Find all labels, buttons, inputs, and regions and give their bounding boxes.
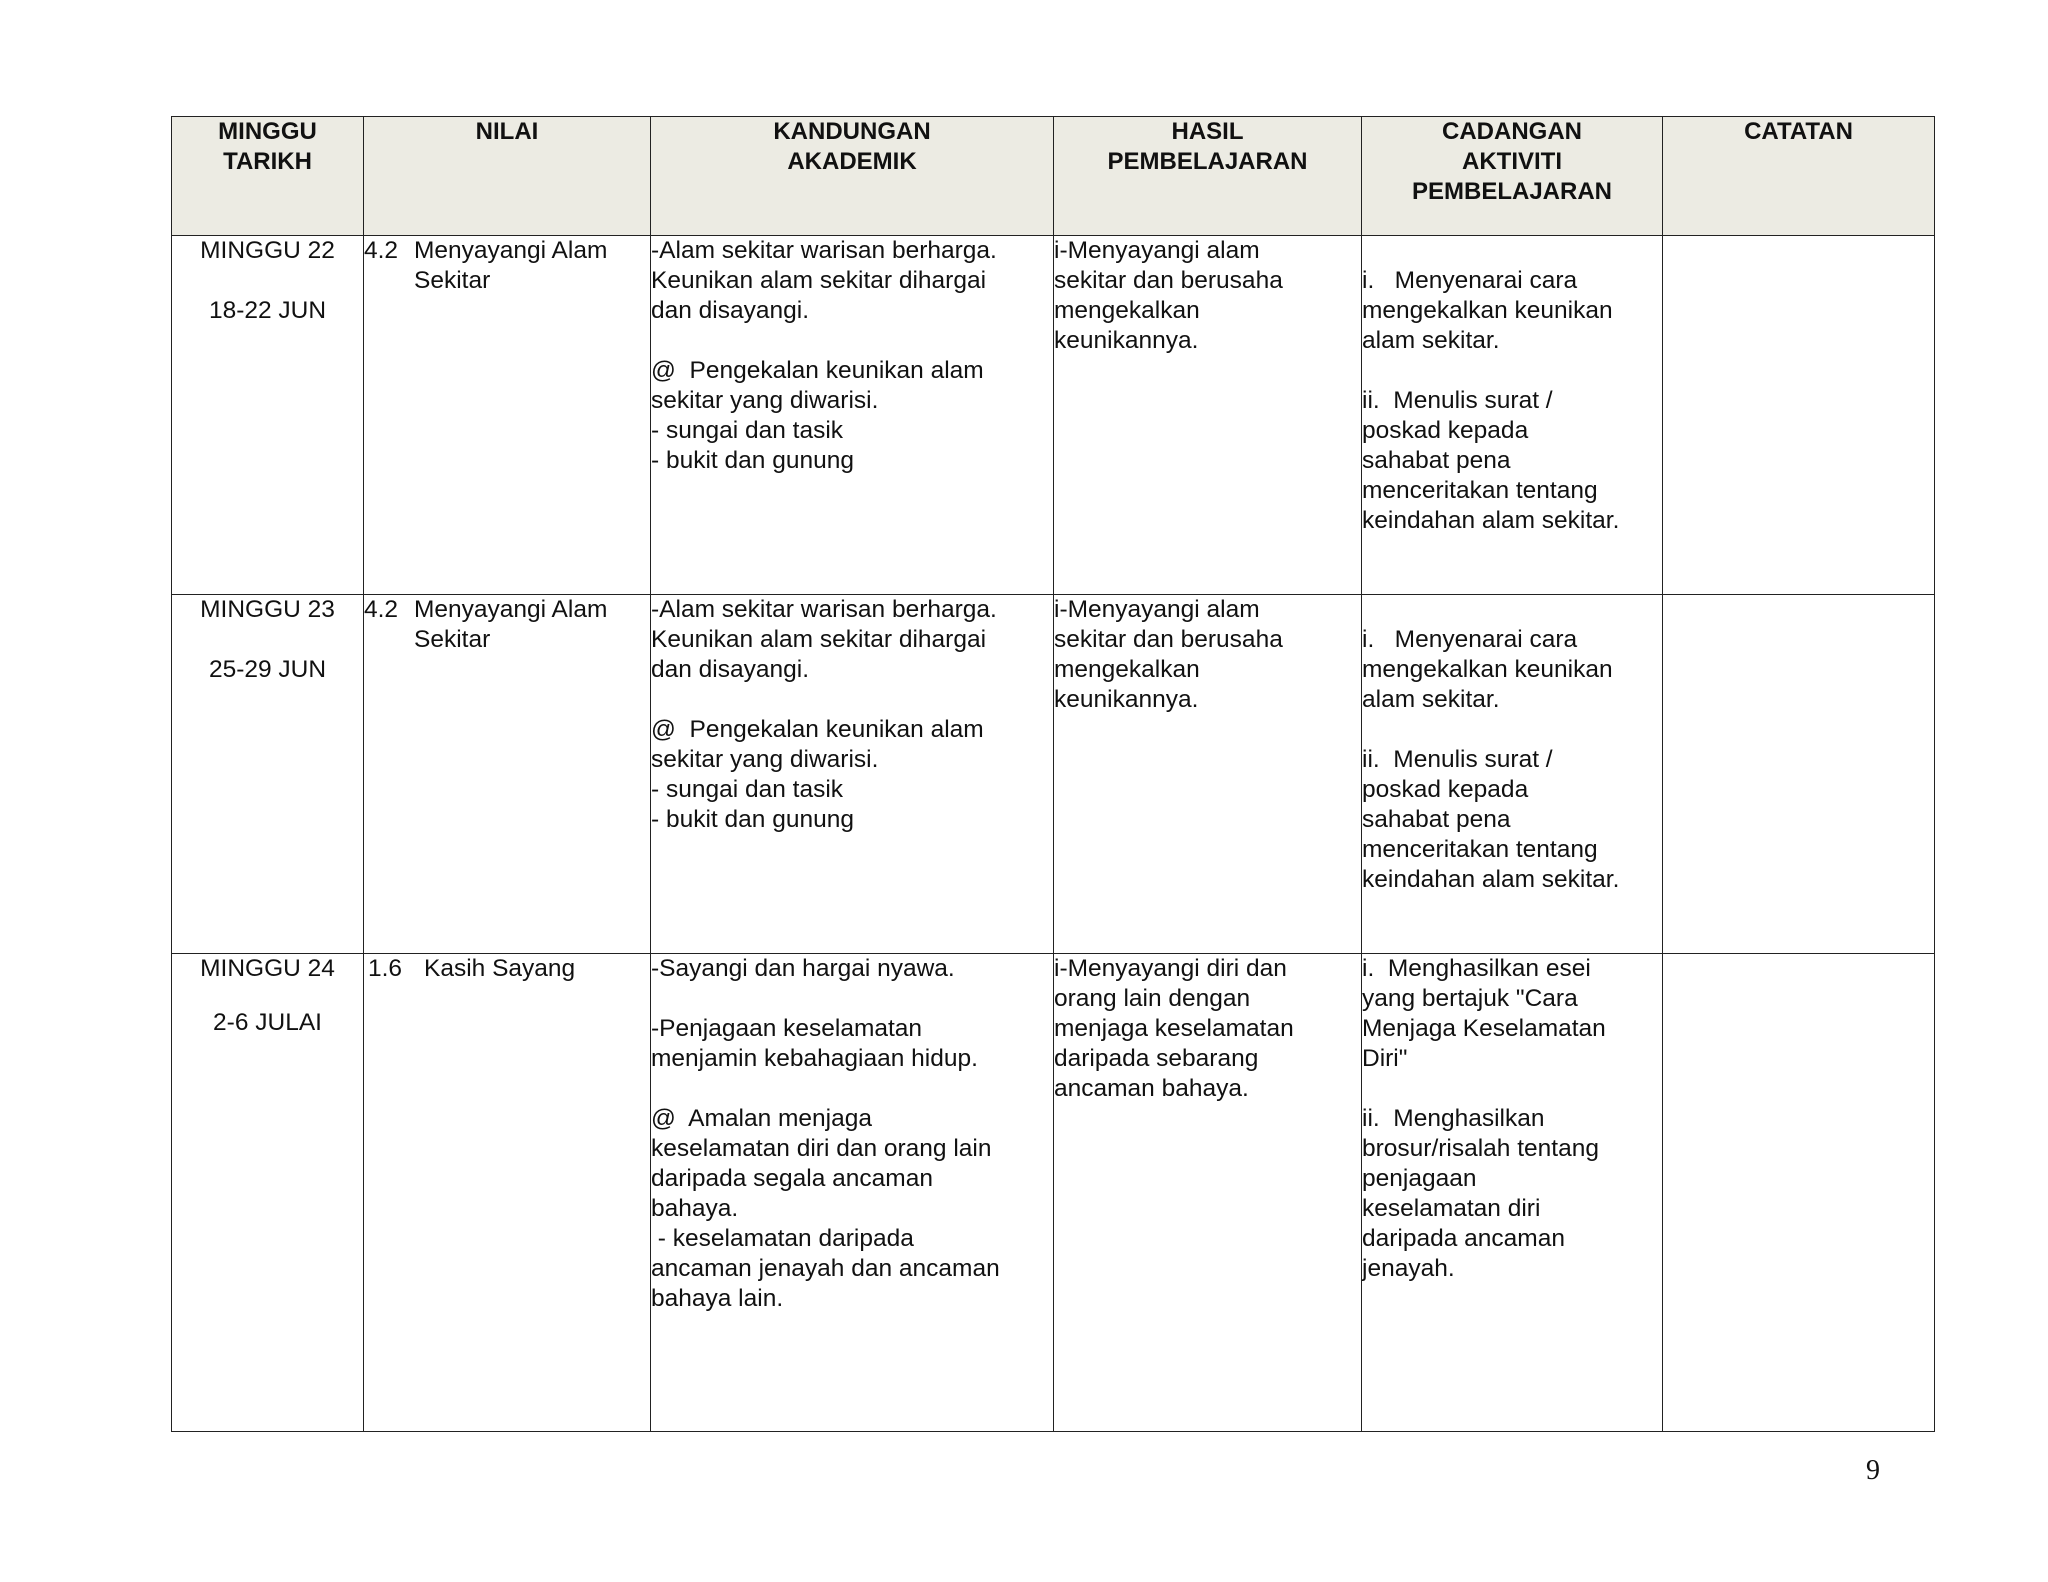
nilai-name-line: Menyayangi Alam xyxy=(414,596,608,623)
kandungan-line: menjamin kebahagiaan hidup. xyxy=(651,1045,978,1072)
header-catatan xyxy=(1663,117,1935,236)
kandungan-cell xyxy=(651,595,1054,954)
kandungan-line: dan disayangi. xyxy=(651,297,810,324)
kandungan-line: - keselamatan daripada xyxy=(651,1225,914,1252)
kandungan-line: - sungai dan tasik xyxy=(651,417,844,444)
kandungan-cell xyxy=(651,236,1054,595)
spacer xyxy=(1362,356,1662,386)
cadangan-line: ii. Menulis surat / xyxy=(1362,387,1553,414)
kandungan-line: bahaya. xyxy=(651,1195,739,1222)
hasil-line: orang lain dengan xyxy=(1054,985,1251,1012)
cadangan-line: alam sekitar. xyxy=(1362,686,1500,713)
cadangan-line: ii. Menulis surat / xyxy=(1362,746,1553,773)
kandungan-line: -Alam sekitar warisan berharga. xyxy=(651,237,997,264)
kandungan-cell xyxy=(651,954,1054,1432)
kandungan-line: dan disayangi. xyxy=(651,656,810,683)
header-row xyxy=(172,117,1935,236)
hasil-line: mengekalkan xyxy=(1054,297,1200,324)
kandungan-line: sekitar yang diwarisi. xyxy=(651,387,879,414)
cadangan-line: penjagaan xyxy=(1362,1165,1477,1192)
cadangan-line: brosur/risalah tentang xyxy=(1362,1135,1599,1162)
week-cell xyxy=(172,595,364,954)
nilai-name-line: Kasih Sayang xyxy=(424,955,576,982)
cadangan-line: sahabat pena xyxy=(1362,806,1511,833)
kandungan-line: -Sayangi dan hargai nyawa. xyxy=(651,955,955,982)
header-text: MINGGU xyxy=(218,118,317,145)
week-label: MINGGU 24 xyxy=(200,955,335,982)
week-cell xyxy=(172,236,364,595)
header-text: AKTIVITI xyxy=(1462,148,1562,175)
spacer xyxy=(1362,236,1662,266)
catatan-cell xyxy=(1663,595,1935,954)
cadangan-line: Menjaga Keselamatan xyxy=(1362,1015,1606,1042)
cadangan-line: Diri" xyxy=(1362,1045,1408,1072)
kandungan-line: -Alam sekitar warisan berharga. xyxy=(651,596,997,623)
cadangan-line: alam sekitar. xyxy=(1362,327,1500,354)
header-text: CATATAN xyxy=(1744,118,1853,145)
header-text: PEMBELAJARAN xyxy=(1107,148,1308,175)
table-row xyxy=(172,236,1935,595)
hasil-line: sekitar dan berusaha xyxy=(1054,267,1283,294)
cadangan-line: i. Menghasilkan esei xyxy=(1362,955,1591,982)
cadangan-line: poskad kepada xyxy=(1362,776,1529,803)
nilai-cell xyxy=(364,595,651,954)
header-hasil-pembelajaran xyxy=(1054,117,1362,236)
hasil-line: keunikannya. xyxy=(1054,686,1199,713)
kandungan-line: keselamatan diri dan orang lain xyxy=(651,1135,992,1162)
header-text: TARIKH xyxy=(223,148,312,175)
nilai-code: 1.6 xyxy=(368,955,403,982)
spacer xyxy=(651,326,1053,356)
hasil-line: daripada sebarang xyxy=(1054,1045,1259,1072)
hasil-line: i-Menyayangi diri dan xyxy=(1054,955,1287,982)
kandungan-line: @ Pengekalan keunikan alam xyxy=(651,716,984,743)
hasil-cell xyxy=(1054,595,1362,954)
cadangan-line: daripada ancaman xyxy=(1362,1225,1565,1252)
kandungan-line: Keunikan alam sekitar dihargai xyxy=(651,267,987,294)
kandungan-line: - sungai dan tasik xyxy=(651,776,844,803)
hasil-line: sekitar dan berusaha xyxy=(1054,626,1283,653)
lesson-plan-table xyxy=(171,116,1935,1432)
cadangan-line: mengekalkan keunikan xyxy=(1362,297,1613,324)
kandungan-line: daripada segala ancaman xyxy=(651,1165,933,1192)
spacer xyxy=(651,1074,1053,1104)
week-label: MINGGU 23 xyxy=(200,596,335,623)
week-label: MINGGU 22 xyxy=(200,237,335,264)
header-nilai xyxy=(364,117,651,236)
week-date: 2-6 JULAI xyxy=(213,1009,322,1036)
nilai-name-line: Sekitar xyxy=(414,267,491,294)
header-text: KANDUNGAN xyxy=(773,118,931,145)
hasil-line: i-Menyayangi alam xyxy=(1054,596,1260,623)
cadangan-line: keindahan alam sekitar. xyxy=(1362,507,1620,534)
nilai-code: 4.2 xyxy=(364,237,399,264)
cadangan-line: ii. Menghasilkan xyxy=(1362,1105,1545,1132)
spacer xyxy=(651,984,1053,1014)
week-date: 18-22 JUN xyxy=(208,297,327,324)
cadangan-line: keindahan alam sekitar. xyxy=(1362,866,1620,893)
header-text: NILAI xyxy=(475,118,539,145)
kandungan-line: Keunikan alam sekitar dihargai xyxy=(651,626,987,653)
page-number: 9 xyxy=(1866,1455,1880,1486)
cadangan-line: menceritakan tentang xyxy=(1362,477,1598,504)
hasil-line: keunikannya. xyxy=(1054,327,1199,354)
cadangan-line: mengekalkan keunikan xyxy=(1362,656,1613,683)
hasil-line: ancaman bahaya. xyxy=(1054,1075,1249,1102)
hasil-cell xyxy=(1054,954,1362,1432)
header-text: AKADEMIK xyxy=(787,148,917,175)
cadangan-line: i. Menyenarai cara xyxy=(1362,267,1578,294)
hasil-line: mengekalkan xyxy=(1054,656,1200,683)
week-cell xyxy=(172,954,364,1432)
spacer xyxy=(1362,595,1662,625)
cadangan-line: menceritakan tentang xyxy=(1362,836,1598,863)
cadangan-line: yang bertajuk "Cara xyxy=(1362,985,1578,1012)
cadangan-line: poskad kepada xyxy=(1362,417,1529,444)
cadangan-cell xyxy=(1362,236,1663,595)
kandungan-line: ancaman jenayah dan ancaman xyxy=(651,1255,1000,1282)
nilai-cell xyxy=(364,954,651,1432)
kandungan-line: - bukit dan gunung xyxy=(651,447,854,474)
spacer xyxy=(1362,715,1662,745)
nilai-name-line: Sekitar xyxy=(414,626,491,653)
header-text: PEMBELAJARAN xyxy=(1411,178,1612,205)
table-row xyxy=(172,954,1935,1432)
kandungan-line: bahaya lain. xyxy=(651,1285,784,1312)
header-minggu-tarikh xyxy=(172,117,364,236)
nilai-name xyxy=(414,236,629,296)
catatan-cell xyxy=(1663,236,1935,595)
cadangan-cell xyxy=(1362,954,1663,1432)
cadangan-cell xyxy=(1362,595,1663,954)
kandungan-line: sekitar yang diwarisi. xyxy=(651,746,879,773)
cadangan-line: jenayah. xyxy=(1362,1255,1455,1282)
week-date: 25-29 JUN xyxy=(208,656,327,683)
nilai-name-line: Menyayangi Alam xyxy=(414,237,608,264)
table-row xyxy=(172,595,1935,954)
header-text: CADANGAN xyxy=(1442,118,1582,145)
header-kandungan-akademik xyxy=(651,117,1054,236)
cadangan-line: sahabat pena xyxy=(1362,447,1511,474)
spacer xyxy=(1362,1074,1662,1104)
hasil-line: i-Menyayangi alam xyxy=(1054,237,1260,264)
spacer xyxy=(651,685,1053,715)
header-cadangan-aktiviti xyxy=(1362,117,1663,236)
hasil-cell xyxy=(1054,236,1362,595)
nilai-name xyxy=(414,595,629,655)
kandungan-line: @ Amalan menjaga xyxy=(651,1105,872,1132)
nilai-name xyxy=(424,954,639,984)
kandungan-line: - bukit dan gunung xyxy=(651,806,854,833)
catatan-cell xyxy=(1663,954,1935,1432)
kandungan-line: @ Pengekalan keunikan alam xyxy=(651,357,984,384)
nilai-code: 4.2 xyxy=(364,596,399,623)
cadangan-line: i. Menyenarai cara xyxy=(1362,626,1578,653)
nilai-cell xyxy=(364,236,651,595)
header-text: HASIL xyxy=(1171,118,1244,145)
cadangan-line: keselamatan diri xyxy=(1362,1195,1541,1222)
hasil-line: menjaga keselamatan xyxy=(1054,1015,1294,1042)
kandungan-line: -Penjagaan keselamatan xyxy=(651,1015,923,1042)
